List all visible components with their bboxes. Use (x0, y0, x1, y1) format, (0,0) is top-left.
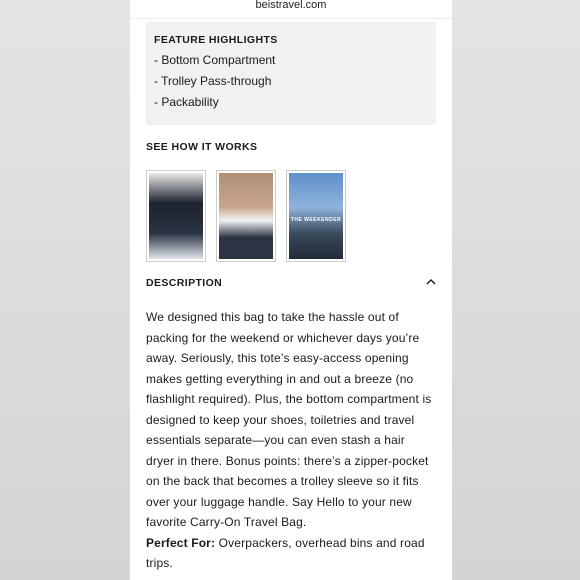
description-body: We designed this bag to take the hassle out of packing for the weekend or whichever days you’re away. Seriously, this tote’s easy-access opening makes getting everything in and out a breeze (no flashlight required). Plus, the bottom compartment is designed to keep your shoes, toiletries and travel essentials separate—you can even stash a hair dryer in there. Bonus points: there’s a zipper-pocket on the back that becomes a trolley sleeve so it fits over your luggage handle. Say Hello to your new favorite Carry-On Travel Bag. (146, 310, 432, 529)
thumbnail-caption: THE WEEKENDER (290, 217, 342, 223)
see-how-it-works-title: SEE HOW IT WORKS (146, 141, 258, 153)
video-thumbnail-3[interactable] (286, 170, 346, 262)
chevron-up-icon[interactable] (426, 278, 436, 288)
thumbnail-image (289, 173, 343, 259)
thumbnail-image (219, 173, 273, 259)
feature-item: - Bottom Compartment (154, 53, 276, 67)
thumbnail-image (149, 173, 203, 259)
description-header[interactable] (146, 277, 436, 289)
perfect-for-text: Overpackers, overhead bins and road trips. (146, 535, 425, 570)
feature-highlights-panel (146, 22, 436, 125)
perfect-for-label: Perfect For: (146, 535, 216, 550)
background-right (452, 0, 580, 580)
phone-screen (130, 0, 452, 580)
video-thumbnail-1[interactable] (146, 170, 206, 262)
feature-list (154, 52, 428, 110)
video-thumbnails (146, 170, 436, 262)
background-left (0, 0, 130, 580)
feature-item: - Trolley Pass-through (154, 74, 272, 88)
description-title: DESCRIPTION (146, 277, 223, 289)
url-bar[interactable]: beistravel.com (130, 0, 452, 19)
perfect-for-line (146, 533, 436, 574)
feature-item: - Packability (154, 95, 219, 109)
video-thumbnail-2[interactable] (216, 170, 276, 262)
feature-highlights-title: FEATURE HIGHLIGHTS (154, 34, 278, 46)
